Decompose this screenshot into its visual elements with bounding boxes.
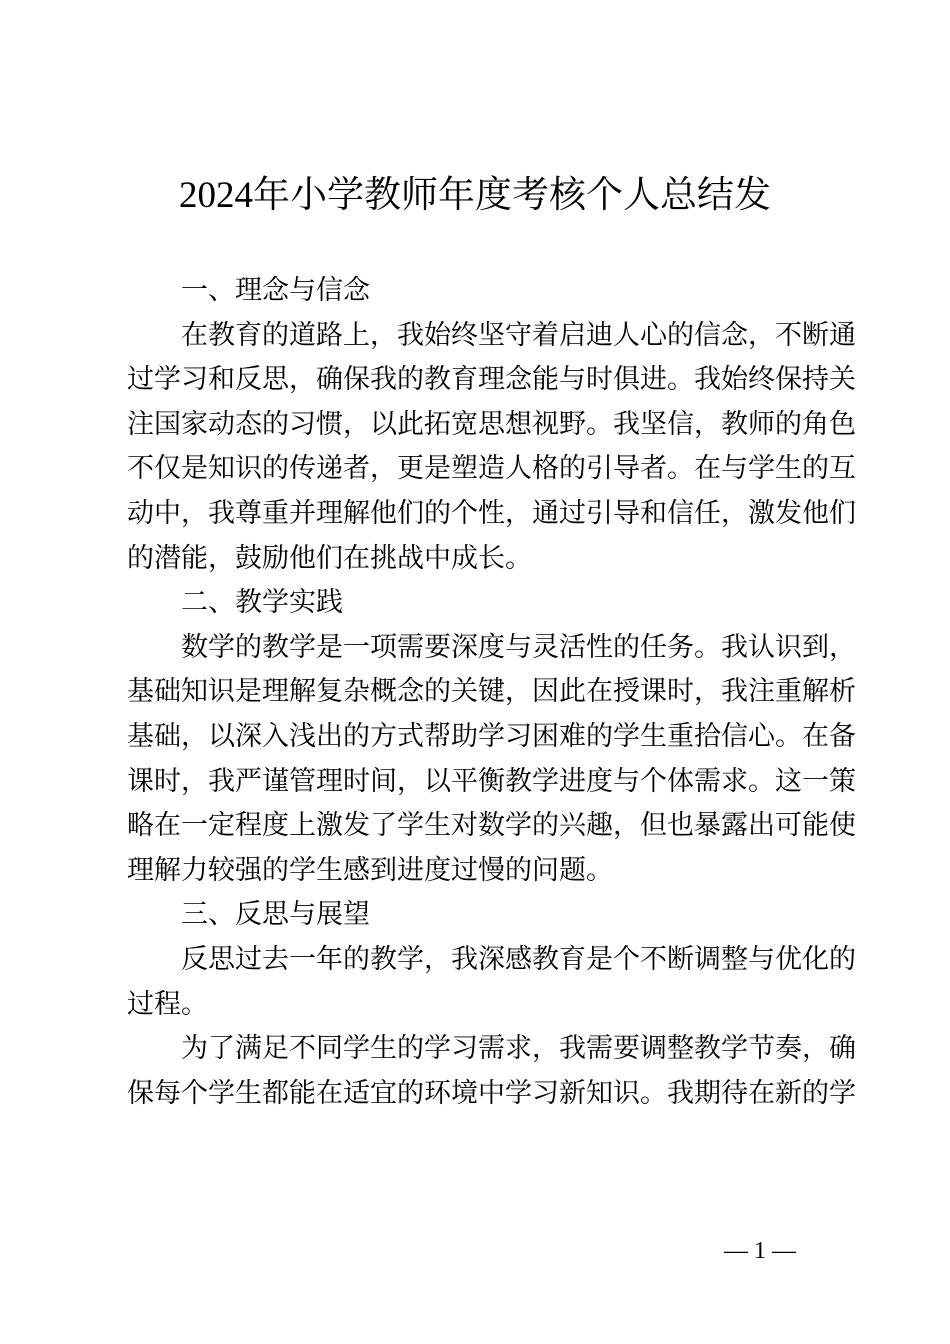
section-heading: 二、教学实践 <box>181 587 343 619</box>
paragraph-line: 为了满足不同学生的学习需求，我需要调整教学节奏，确 <box>181 1033 856 1065</box>
paragraph-line: 数学的教学是一项需要深度与灵活性的任务。我认识到， <box>181 631 856 663</box>
paragraph-line: 保每个学生都能在适宜的环境中学习新知识。我期待在新的学 <box>127 1077 856 1109</box>
paragraph-line: 过学习和反思，确保我的教育理念能与时俱进。我始终保持关 <box>127 364 856 396</box>
section-heading: 一、理念与信念 <box>181 275 370 306</box>
paragraph-line: 过程。 <box>127 988 208 1020</box>
paragraph-line: 略在一定程度上激发了学生对数学的兴趣，但也暴露出可能使 <box>127 810 856 842</box>
paragraph-line: 反思过去一年的教学，我深感教育是个不断调整与优化的 <box>181 943 856 975</box>
paragraph-line: 注国家动态的习惯，以此拓宽思想视野。我坚信，教师的角色 <box>127 408 856 440</box>
page-number: — 1 — <box>724 1238 796 1264</box>
document-title: 2024年小学教师年度考核个人总结发 <box>179 175 771 216</box>
paragraph-line: 动中，我尊重并理解他们的个性，通过引导和信任，激发他们 <box>127 497 856 529</box>
document-body <box>127 269 856 1116</box>
section-heading: 三、反思与展望 <box>181 899 370 931</box>
paragraph-line: 不仅是知识的传递者，更是塑造人格的引导者。在与学生的互 <box>127 453 856 485</box>
paragraph-line: 的潜能，鼓励他们在挑战中成长。 <box>127 542 532 574</box>
paragraph-line: 在教育的道路上，我始终坚守着启迪人心的信念，不断通 <box>181 319 856 351</box>
paragraph-line: 基础，以深入浅出的方式帮助学习困难的学生重拾信心。在备 <box>127 720 856 752</box>
paragraph-line: 课时，我严谨管理时间，以平衡教学进度与个体需求。这一策 <box>127 765 856 797</box>
paragraph-line: 理解力较强的学生感到进度过慢的问题。 <box>127 854 613 886</box>
paragraph-line: 基础知识是理解复杂概念的关键，因此在授课时，我注重解析 <box>127 676 856 708</box>
